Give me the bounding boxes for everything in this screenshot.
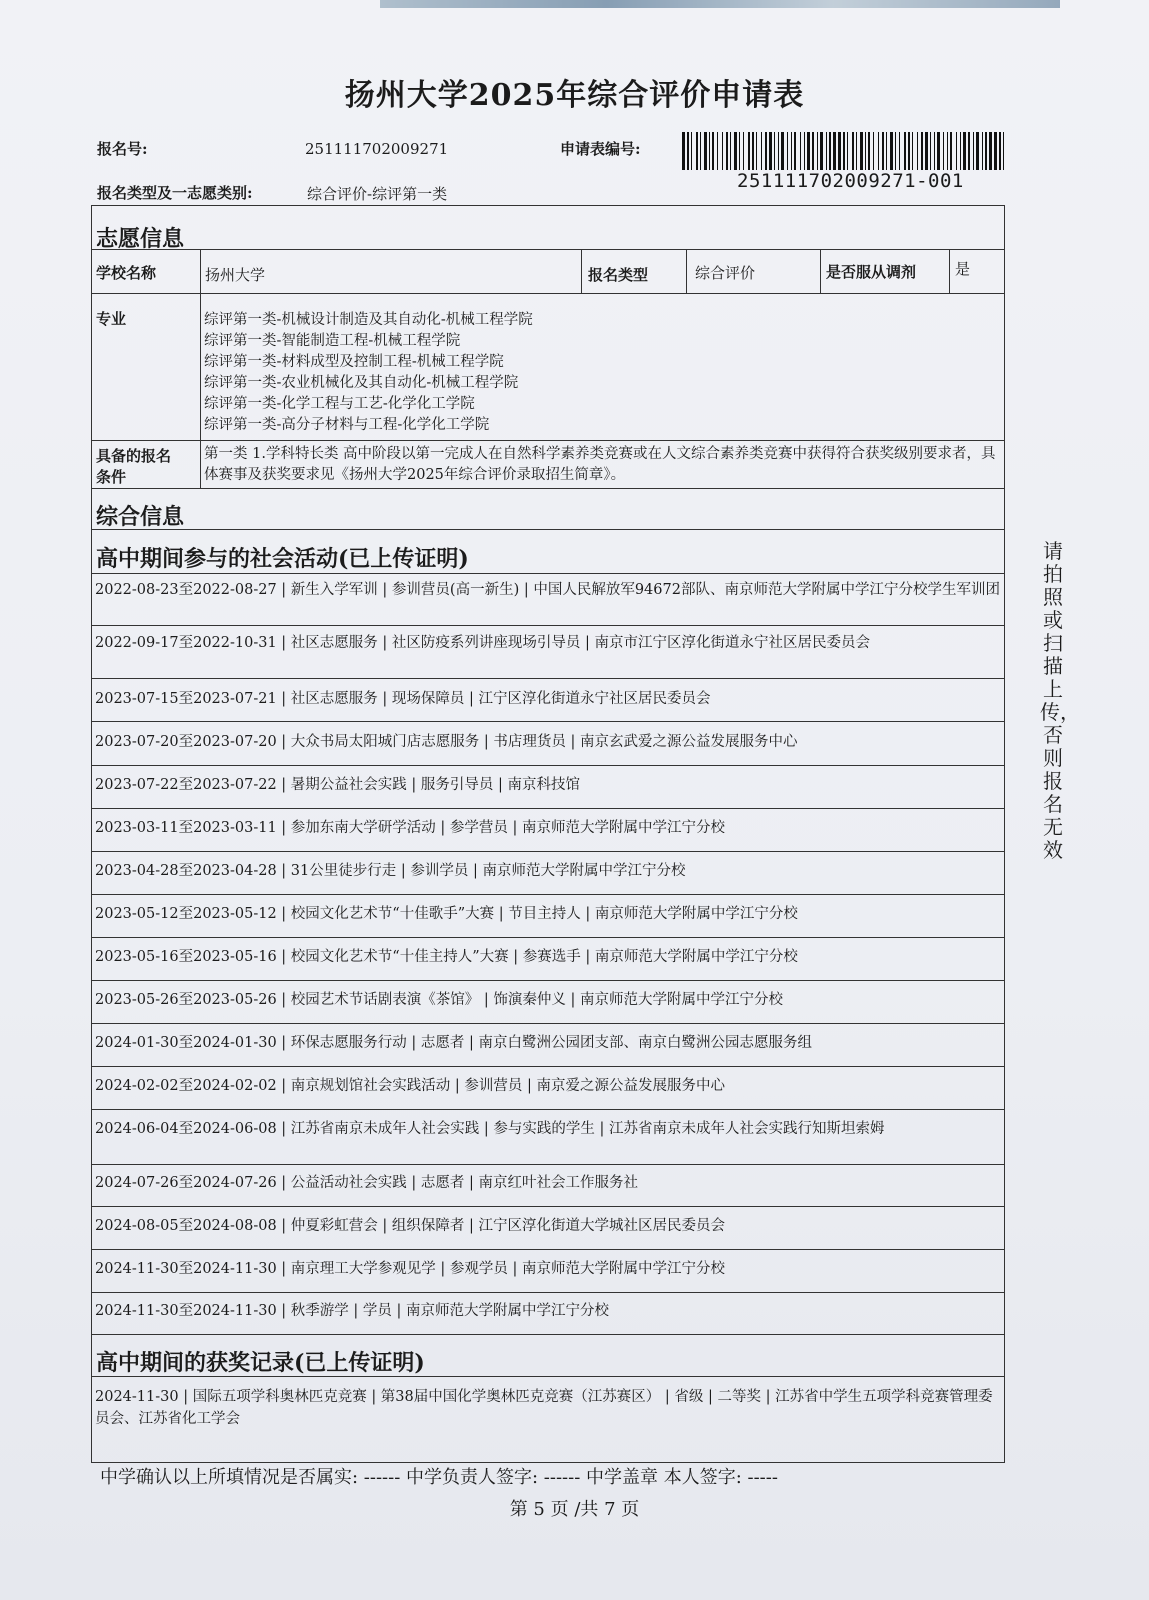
type-value: 综合评价-综评第一类 [307,185,448,203]
barcode-bar [691,132,692,170]
activity-row: 2023-03-11至2023-03-11 | 参加东南大学研学活动 | 参学营员 | 南京师范大学附属中学江宁分校 [95,820,726,836]
barcode-bar [794,132,796,170]
adjust-value: 是 [955,260,971,278]
activity-row: 2023-04-28至2023-04-28 | 31公里徒步行走 | 参训学员 | 南京师范大学附属中学江宁分校 [95,863,686,879]
activity-row: 2024-02-02至2024-02-02 | 南京规划馆社会实践活动 | 参训营员 | 南京爱之源公益发展服务中心 [95,1078,726,1094]
document-title: 扬州大学2025年综合评价申请表 [344,78,805,113]
barcode-bar [956,132,957,170]
barcode-bar [865,132,866,170]
side-note: 请拍照或扫描上传，否则报名无效 [1040,539,1080,862]
barcode-bar [886,132,887,170]
barcode-bar [921,132,923,170]
activity-row: 2023-07-20至2023-07-20 | 大众书局太阳城门店志愿服务 | 书店理货员 | 南京玄武爱之源公益发展服务中心 [95,734,798,750]
reg-no-label: 报名号: [97,140,148,158]
activity-row: 2022-08-23至2022-08-27 | 新生入学军训 | 参训营员(高一新生) | 中国人民解放军94672部队、南京师范大学附属中学江宁分校学生军训团 [95,582,1000,598]
barcode-bar [712,132,714,170]
activities-title: 高中期间参与的社会活动(已上传证明) [96,546,469,572]
barcode-bar [817,132,818,170]
barcode-bar [761,132,762,170]
barcode-bar [899,132,900,170]
condition-label: 具备的报名 [96,447,172,465]
award-row: 2024-11-30 | 国际五项学科奥林匹克竞赛 | 第38届中国化学奥林匹克竞赛（江苏赛区） | 省级 | 二等奖 | 江苏省中学生五项学科竞赛管理委员会、江苏省化工学会 [95,1389,993,1427]
barcode-bar [838,132,841,170]
condition-text: 第一类 1.学科特长类 高中阶段以第一完成人在自然科学素养类竞赛或在人文综合素养类竞赛中获得符合获奖级别要求者，具体赛事及获奖要求见《扬州大学2025年综合评价录取招生简章》。 [204,446,996,483]
barcode-bar [812,132,814,170]
barcode-bar [687,132,689,170]
barcode-bar [700,132,701,170]
barcode-bar [778,132,779,170]
activity-row: 2024-11-30至2024-11-30 | 秋季游学 | 学员 | 南京师范大学附属中学江宁分校 [95,1303,610,1319]
adjust-label: 是否服从调剂 [826,263,917,281]
barcode-bar [820,132,823,170]
barcode-bar [882,132,884,170]
barcode-bar [895,132,896,170]
major-item: 综评第一类-高分子材料与工程-化学化工学院 [204,417,490,433]
barcode-bar [973,132,974,170]
activity-row: 2024-11-30至2024-11-30 | 南京理工大学参观见学 | 参观学员 | 南京师范大学附属中学江宁分校 [95,1261,726,1277]
barcode-bar [960,132,961,170]
barcode-bar [807,132,810,170]
barcode-bar [968,132,970,170]
barcode-bar [982,132,983,170]
application-form-table [91,205,1005,1463]
activity-row: 2023-07-15至2023-07-21 | 社区志愿服务 | 现场保障员 | 江宁区淳化街道永宁社区居民委员会 [95,691,711,707]
barcode-bar [873,132,874,170]
activity-row: 2024-07-26至2024-07-26 | 公益活动社会实践 | 志愿者 | 南京红叶社会工作服务社 [95,1175,639,1191]
barcode-bar [925,132,928,170]
major-item: 综评第一类-农业机械化及其自动化-机械工程学院 [204,375,519,391]
barcode-bar [774,132,775,170]
barcode-bar [696,132,698,170]
barcode-bar [947,132,948,170]
barcode-bar [800,132,801,170]
school-name-value: 扬州大学 [205,266,266,284]
barcode-bar [912,132,913,170]
activity-row: 2023-05-16至2023-05-16 | 校园文化艺术节“十佳主持人”大赛 | 参赛选手 | 南京师范大学附属中学江宁分校 [95,949,798,965]
barcode-bar [726,132,728,170]
barcode-bar [999,132,1001,170]
activity-row: 2024-01-30至2024-01-30 | 环保志愿服务行动 | 志愿者 | 南京白鹭洲公园团支部、南京白鹭洲公园志愿服务组 [95,1035,813,1051]
awards-title: 高中期间的获奖记录(已上传证明) [96,1350,425,1376]
activity-row: 2023-07-22至2023-07-22 | 暑期公益社会实践 | 服务引导员 | 南京科技馆 [95,777,581,793]
barcode-bar [890,132,893,170]
barcode-bar [787,132,788,170]
barcode-bar [856,132,857,170]
form-no-label: 申请表编号: [560,140,641,158]
barcode-bar [847,132,848,170]
background-edge [380,0,1060,8]
barcode-bar [934,132,935,170]
barcode-bar [930,132,931,170]
barcode-bar [829,132,831,170]
barcode-bar [904,132,906,170]
barcode-bar [963,132,966,170]
volunteer-section-title: 志愿信息 [96,226,185,252]
barcode-number: 251111702009271-001 [737,170,964,192]
condition-label-2: 条件 [96,468,127,486]
barcode-bar [868,132,870,170]
barcode-bar [804,132,805,170]
barcode-bar [765,132,767,170]
activity-row: 2024-08-05至2024-08-08 | 仲夏彩虹营会 | 组织保障者 | 江宁区淳化街道大学城社区居民委员会 [95,1218,726,1234]
barcode-bar [781,132,784,170]
barcode-bar [743,132,744,170]
barcode-bar [989,132,992,170]
activity-row: 2023-05-12至2023-05-12 | 校园文化艺术节“十佳歌手”大赛 | 节目主持人 | 南京师范大学附属中学江宁分校 [95,906,798,922]
barcode-bar [976,132,979,170]
barcode-bar [682,132,685,170]
barcode-bar [985,132,987,170]
barcode-bar [994,132,997,170]
barcode-bar [717,132,718,170]
school-name-label: 学校名称 [96,264,157,282]
barcode-bar [860,132,863,170]
barcode-bar [833,132,836,170]
barcode-bar [943,132,944,170]
barcode-bar [752,132,754,170]
barcode-bar [722,132,723,170]
barcode-bar [730,132,731,170]
major-label: 专业 [96,310,127,328]
activity-row: 2024-06-04至2024-06-08 | 江苏省南京未成年人社会实践 | 参与实践的学生 | 江苏省南京未成年人社会实践行知斯坦索姆 [95,1121,885,1137]
barcode-bar [791,132,792,170]
activity-row: 2022-09-17至2022-10-31 | 社区志愿服务 | 社区防疫系列讲座现场引导员 | 南京市江宁区淳化街道永宁社区居民委员会 [95,635,871,651]
comprehensive-section-title: 综合信息 [96,504,185,530]
barcode-bar [769,132,772,170]
barcode-bar [748,132,750,170]
reg-type-label: 报名类型 [588,266,649,284]
barcode-bar [734,132,737,170]
activity-row: 2023-05-26至2023-05-26 | 校园艺术节话剧表演《茶馆》 | 饰演秦仲义 | 南京师范大学附属中学江宁分校 [95,992,784,1008]
barcode-bar [852,132,854,170]
barcode-bar [709,132,710,170]
reg-no-value: 251111702009271 [305,140,449,158]
barcode-bar [704,132,707,170]
barcode-bar [917,132,918,170]
page-number: 第 5 页 /共 7 页 [509,1499,640,1520]
barcode-bar [739,132,740,170]
major-item: 综评第一类-智能制造工程-机械工程学院 [204,333,461,349]
footer-confirmation: 中学确认以上所填情况是否属实: ------ 中学负责人签字: ------ 中学盖章 本人签字: ----- [100,1467,778,1488]
major-item: 综评第一类-材料成型及控制工程-机械工程学院 [204,354,504,370]
type-label: 报名类型及一志愿类别: [97,184,253,202]
major-item: 综评第一类-机械设计制造及其自动化-机械工程学院 [204,312,533,328]
major-item: 综评第一类-化学工程与工艺-化学化工学院 [204,396,475,412]
barcode-bar [908,132,910,170]
barcode-bar [937,132,940,170]
barcode-bar [950,132,952,170]
barcode-bar [878,132,879,170]
barcode-bar [826,132,827,170]
reg-type-value: 综合评价 [695,264,756,282]
barcode-bar [843,132,845,170]
barcode-bar [1003,132,1004,170]
barcode-bar [756,132,757,170]
